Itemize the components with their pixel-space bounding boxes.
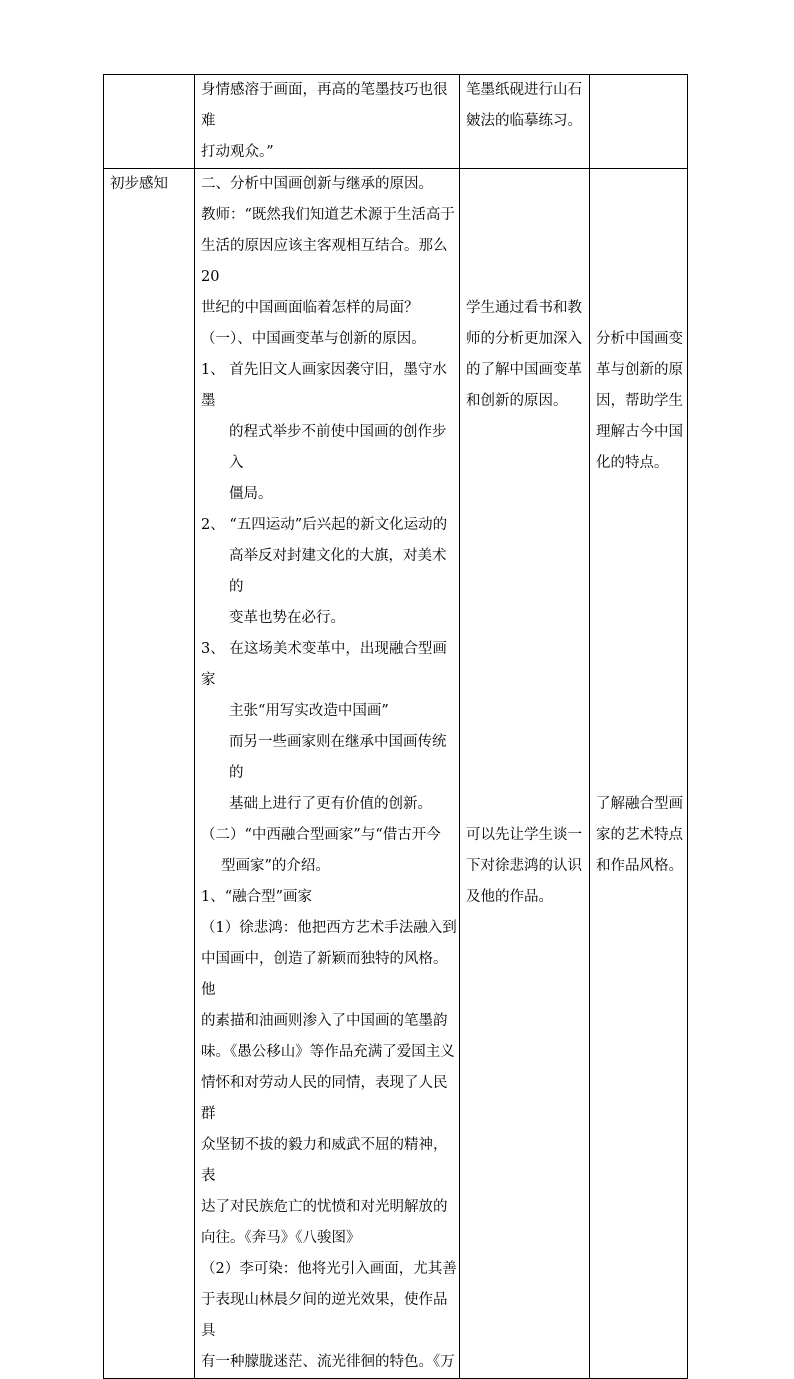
text-line: （2）李可染：他将光引入画面，尤其善 — [201, 1261, 457, 1277]
text-line: 僵局。 — [229, 486, 273, 502]
text-line: 情怀和对劳动人民的同情，表现了人民群 — [201, 1075, 448, 1122]
content-cell — [195, 75, 460, 169]
text-line: 化的特点。 — [596, 455, 669, 471]
text-line: 的程式举步不前使中国画的创作步入 — [229, 424, 447, 471]
text-line: 和作品风格。 — [596, 858, 683, 874]
text-line: 达了对民族危亡的忧愤和对光明解放的 — [201, 1199, 448, 1215]
text-line: 于表现山林晨夕间的逆光效果，使作品具 — [201, 1292, 448, 1339]
text-line: 味。《愚公移山》等作品充满了爱国主义 — [201, 1044, 455, 1060]
text-line: （1）徐悲鸿：他把西方艺术手法融入到 — [201, 920, 457, 936]
text-line: 世纪的中国画面临着怎样的局面？ — [201, 300, 419, 316]
lesson-plan-table — [103, 74, 688, 1379]
text-line: 皴法的临摹练习。 — [466, 113, 582, 129]
table-row — [104, 75, 688, 169]
text-line: 中国画中，创造了新颖而独特的风格。他 — [201, 951, 448, 998]
text-line: 高举反对封建文化的大旗，对美术的 — [229, 548, 447, 595]
text-line: 了解融合型画 — [596, 796, 683, 812]
student-activity-cell — [460, 75, 590, 169]
text-line: 基础上进行了更有价值的创新。 — [229, 796, 432, 812]
text-line: 下对徐悲鸿的认识 — [466, 858, 582, 874]
stage-label: 初步感知 — [110, 176, 168, 192]
subheading: （二）“中西融合型画家”与“借古开今 — [201, 827, 441, 843]
text-line: 型画家”的介绍。 — [221, 858, 330, 874]
subheading: （一）、中国画变革与创新的原因。 — [201, 331, 426, 347]
intent-cell — [590, 169, 688, 1379]
text-line: 学生通过看书和教 — [466, 300, 582, 316]
text-line: 可以先让学生谈一 — [466, 827, 582, 843]
text-line: 有一种朦胧迷茫、流光徘徊的特色。《万 — [201, 1354, 455, 1370]
text-line: 众坚韧不拔的毅力和威武不屈的精神，表 — [201, 1137, 448, 1184]
section-heading: 二、分析中国画创新与继承的原因。 — [201, 176, 433, 192]
text-line: 分析中国画变 — [596, 331, 683, 347]
text-line: 身情感溶于画面，再高的笔墨技巧也很难 — [201, 82, 448, 129]
text-line: 1、 首先旧文人画家因袭守旧，墨守水墨 — [201, 362, 447, 409]
subheading: 1、“融合型”画家 — [201, 889, 313, 905]
text-line: 向往。《奔马》《八骏图》 — [201, 1230, 361, 1246]
content-cell — [195, 169, 460, 1379]
text-line: 生活的原因应该主客观相互结合。那么 20 — [201, 238, 448, 285]
text-line: 因，帮助学生 — [596, 393, 683, 409]
stage-cell-empty — [104, 75, 195, 169]
stage-cell — [104, 169, 195, 1379]
text-line: 3、 在这场美术变革中，出现融合型画家 — [201, 641, 447, 688]
text-line: 变革也势在必行。 — [229, 610, 345, 626]
text-line: 和创新的原因。 — [466, 393, 568, 409]
text-line: 理解古今中国 — [596, 424, 683, 440]
text-line: 家的艺术特点 — [596, 827, 683, 843]
table-row — [104, 169, 688, 1379]
student-activity-cell — [460, 169, 590, 1379]
text-line: 2、 “五四运动”后兴起的新文化运动的 — [201, 517, 448, 533]
text-line: 师的分析更加深入 — [466, 331, 582, 347]
text-line: 打动观众。” — [201, 144, 274, 160]
intent-cell-empty — [590, 75, 688, 169]
text-line: 主张“用写实改造中国画” — [229, 703, 389, 719]
text-line: 革与创新的原 — [596, 362, 683, 378]
text-line: 笔墨纸砚进行山石 — [466, 82, 582, 98]
text-line: 而另一些画家则在继承中国画传统的 — [229, 734, 447, 781]
text-line: 的了解中国画变革 — [466, 362, 582, 378]
text-line: 教师：“既然我们知道艺术源于生活高于 — [201, 207, 455, 223]
text-line: 的素描和油画则渗入了中国画的笔墨韵 — [201, 1013, 448, 1029]
text-line: 及他的作品。 — [466, 889, 553, 905]
